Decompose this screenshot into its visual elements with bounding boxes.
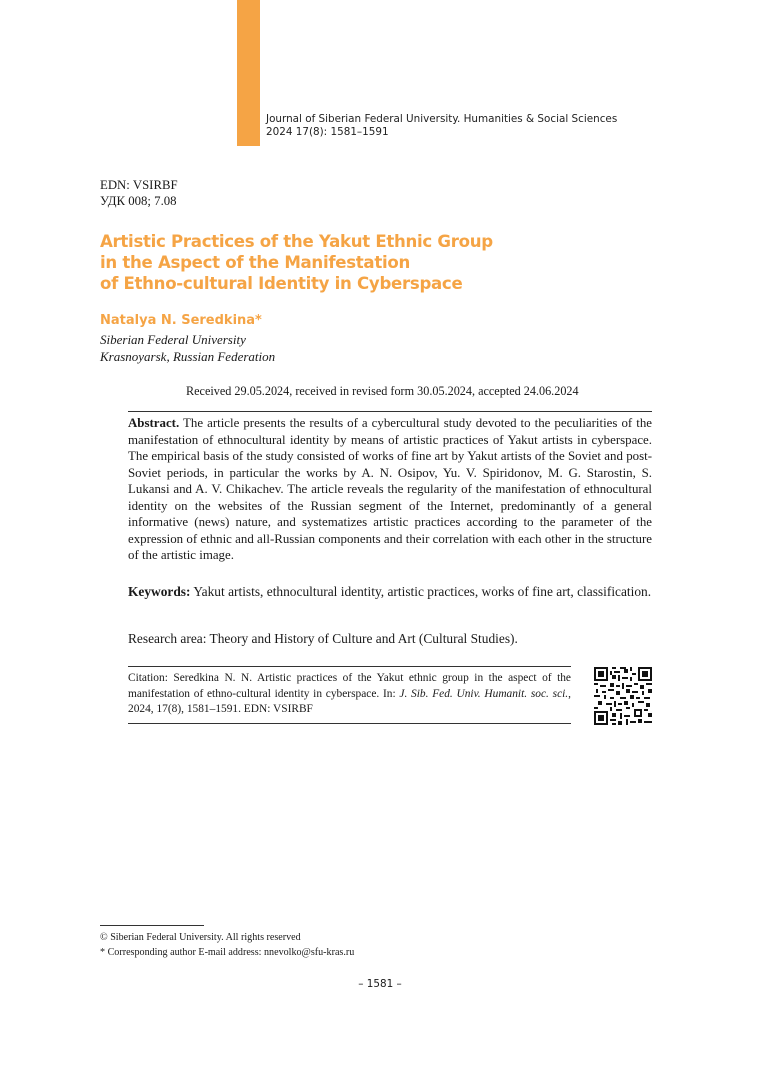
- keywords: [128, 583, 652, 600]
- footnotes: [100, 931, 354, 960]
- citation-text: Citation: Seredkina N. N. Artistic practices of the Yakut ethnic group in the aspect of the manifestation of ethno-cultural identity in cyberspace. In:: [128, 672, 571, 700]
- research-area: Research area: Theory and History of Culture and Art (Cultural Studies).: [128, 631, 518, 646]
- citation-bottom-rule: [128, 723, 571, 724]
- citation: [128, 671, 571, 718]
- author-affiliation: Siberian Federal University: [100, 332, 246, 347]
- page-number: – 1581 –: [358, 978, 402, 990]
- citation-journal: J. Sib. Fed. Univ. Humanit. soc. sci.: [399, 687, 569, 700]
- author-affiliation-block: [100, 331, 275, 365]
- abstract-label: Abstract.: [128, 416, 180, 430]
- author-name: Natalya N. Seredkina*: [100, 313, 262, 328]
- udk-code: УДК 008; 7.08: [100, 194, 177, 208]
- corresponding-author-note: * Corresponding author E-mail address: nnevolko@sfu-kras.ru: [100, 946, 355, 958]
- journal-issue: 2024 17(8): 1581–1591: [266, 126, 389, 138]
- title-line: in the Aspect of the Manifestation: [100, 253, 410, 272]
- citation-top-rule: [128, 666, 571, 667]
- footnote-rule: [100, 925, 204, 926]
- abstract-top-rule: [128, 411, 652, 412]
- journal-header: [266, 113, 617, 139]
- citation-text-end: , 2024, 17(8), 1581–1591. EDN: VSIRBF: [128, 687, 572, 715]
- qr-code-icon[interactable]: [594, 667, 652, 725]
- author-location: Krasnoyarsk, Russian Federation: [100, 349, 276, 364]
- article-title: [100, 231, 493, 294]
- keywords-label: Keywords:: [128, 584, 191, 599]
- article-meta: [100, 177, 178, 209]
- keywords-text: Yakut artists, ethnocultural identity, artistic practices, works of fine art, classification.: [190, 584, 652, 599]
- copyright-note: © Siberian Federal University. All rights reserved: [100, 932, 301, 943]
- journal-name: Journal of Siberian Federal University. Humanities & Social Sciences: [266, 113, 618, 125]
- abstract-text: The article presents the results of a cybercultural study devoted to the peculiarities of the manifestation of ethnocultural identity by means of artistic practices of Yakut artists in cyberspace. The empirical basis of the study consisted of works of fine art by Yakut artists of the Soviet and post-Soviet periods, in particular the works by A. N. Osipov, Yu. V. Spiridonov, M. G. Starostin, S. Lukansi and A. V. Chikachev. The article reveals the regularity of the manifestation of ethnocultural identity on the websites of the Russian segment of the Internet, predominantly of a general informative (news) nature, and systematizes artistic practices according to the parameter of the expression of ethnic and all-Russian components and their correlation with each other in the structure of the artistic image.: [128, 416, 652, 562]
- title-line: of Ethno-cultural Identity in Cyberspace: [100, 274, 463, 293]
- header-accent-bar: [237, 0, 260, 146]
- abstract: [128, 415, 652, 564]
- received-dates: Received 29.05.2024, received in revised form 30.05.2024, accepted 24.06.2024: [186, 384, 579, 398]
- edn-code: EDN: VSIRBF: [100, 178, 178, 192]
- title-line: Artistic Practices of the Yakut Ethnic Group: [100, 232, 493, 251]
